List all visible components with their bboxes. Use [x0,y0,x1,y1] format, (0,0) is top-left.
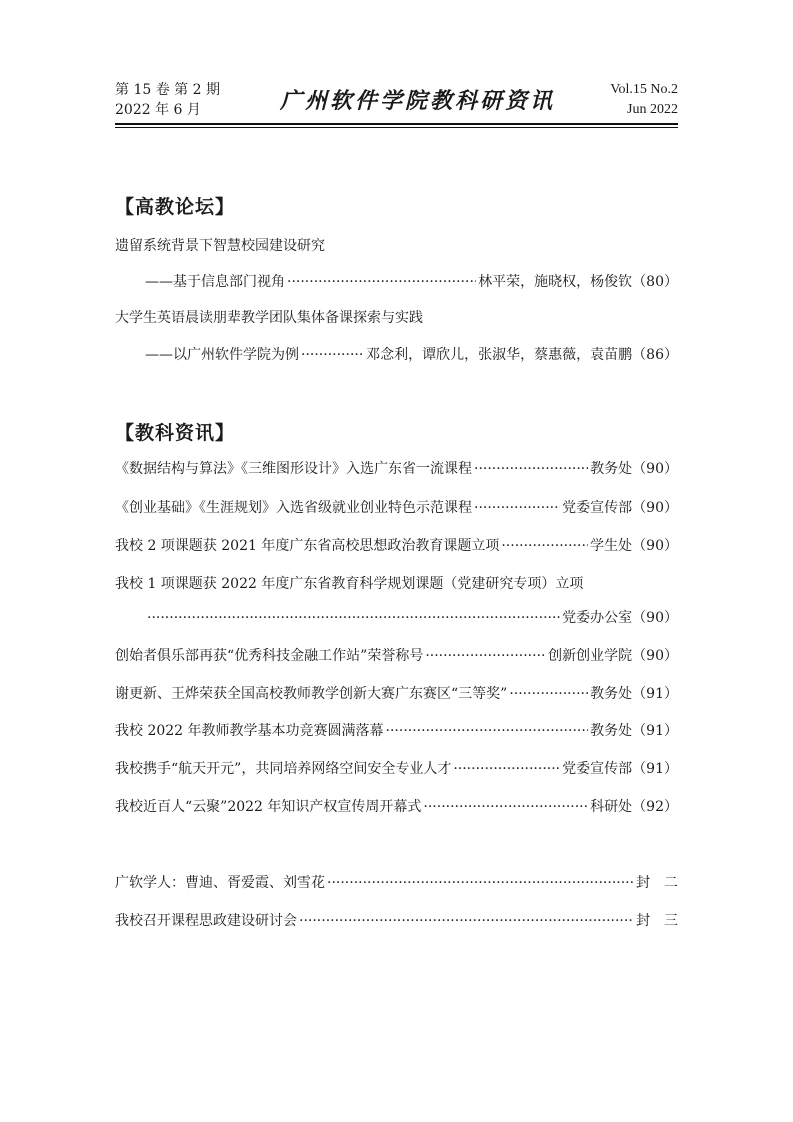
leader-dots [327,872,634,894]
leader-dots [501,535,588,557]
leader-dots [474,458,588,480]
leader-dots [287,271,476,293]
authors-page: 邓念利，谭欣儿，张淑华，蔡惠薇，袁苗鹏（86） [366,347,678,363]
date-en: Jun 2022 [627,102,678,117]
entry-source-page: 党委办公室（90） [562,610,678,626]
entry-title: 《创业基础》《生涯规划》入选省级就业创业特色示范课程 [115,500,472,516]
article-subtitle: ——以广州软件学院为例 [145,347,299,363]
leader-dots [386,720,589,742]
toc-entry[interactable] [145,344,678,366]
toc-entry-continuation[interactable] [145,607,678,629]
leader-dots [453,758,560,780]
toc-entry[interactable] [115,497,678,519]
section-title-news: 【教科资讯】 [115,422,236,444]
toc-entry[interactable] [115,458,678,480]
entry-title: 我校近百人“云聚”2022 年知识产权宣传周开幕式 [115,799,422,815]
toc-entry[interactable] [115,535,678,557]
header-rule-thick [115,123,678,125]
leader-dots [299,910,634,932]
entry-title: 我校 2 项课题获 2021 年度广东省高校思想政治教育课题立项 [115,538,500,554]
toc-entry[interactable] [115,683,678,705]
article-title[interactable]: 遗留系统背景下智慧校园建设研究 [115,238,325,254]
toc-entry[interactable] [115,796,678,818]
leader-dots [423,796,588,818]
toc-entry-cover[interactable] [115,910,678,932]
entry-title: 谢更新、王烨荣获全国高校教师教学创新大赛广东赛区“三等奖” [115,686,508,702]
issue-info-cn [115,80,220,120]
date-cn: 2022 年 6 月 [115,102,201,118]
entry-title: 我校 2022 年教师教学基本功竞赛圆满落幕 [115,723,384,739]
entry-source-page: 科研处（92） [590,799,678,815]
entry-title: 创始者俱乐部再获“优秀科技金融工作站”荣誉称号 [115,648,424,664]
article-title[interactable]: 大学生英语晨读朋辈教学团队集体备课探索与实践 [115,310,423,326]
entry-title: 我校召开课程思政建设研讨会 [115,913,297,929]
leader-dots [147,607,560,629]
entry-title[interactable]: 我校 1 项课题获 2022 年度广东省教育科学规划课题（党建研究专项）立项 [115,576,584,592]
leader-dots [509,683,588,705]
entry-title: 我校携手“航天开元”，共同培养网络空间安全专业人才 [115,761,452,777]
entry-title: 《数据结构与算法》《三维图形设计》入选广东省一流课程 [115,461,472,477]
authors-page: 林平荣，施晓权，杨俊钦（80） [478,274,678,290]
entry-source-page: 教务处（90） [590,461,678,477]
header-rule-thin [115,127,678,128]
entry-source-page: 党委宣传部（90） [562,500,678,516]
issue-info-en [610,80,678,120]
entry-source-page: 党委宣传部（91） [562,761,678,777]
toc-entry[interactable] [145,271,678,293]
journal-title: 广州软件学院教科研资讯 [280,88,556,114]
toc-entry[interactable] [115,645,678,667]
cover-position: 封 三 [636,913,678,929]
entry-source-page: 创新创业学院（90） [548,648,678,664]
entry-title: 广软学人：曹迪、胥爱霞、刘雪花 [115,875,325,891]
leader-dots [425,645,546,667]
toc-entry[interactable] [115,758,678,780]
entry-source-page: 教务处（91） [590,723,678,739]
volume-en: Vol.15 No.2 [610,82,678,97]
toc-entry-cover[interactable] [115,872,678,894]
journal-header [115,80,678,124]
entry-source-page: 学生处（90） [590,538,678,554]
volume-cn: 第 15 卷 第 2 期 [115,82,220,98]
leader-dots [301,344,364,366]
toc-entry[interactable] [115,720,678,742]
entry-source-page: 教务处（91） [590,686,678,702]
cover-position: 封 二 [636,875,678,891]
leader-dots [474,497,560,519]
article-subtitle: ——基于信息部门视角 [145,274,285,290]
section-title-forum: 【高教论坛】 [115,196,236,218]
